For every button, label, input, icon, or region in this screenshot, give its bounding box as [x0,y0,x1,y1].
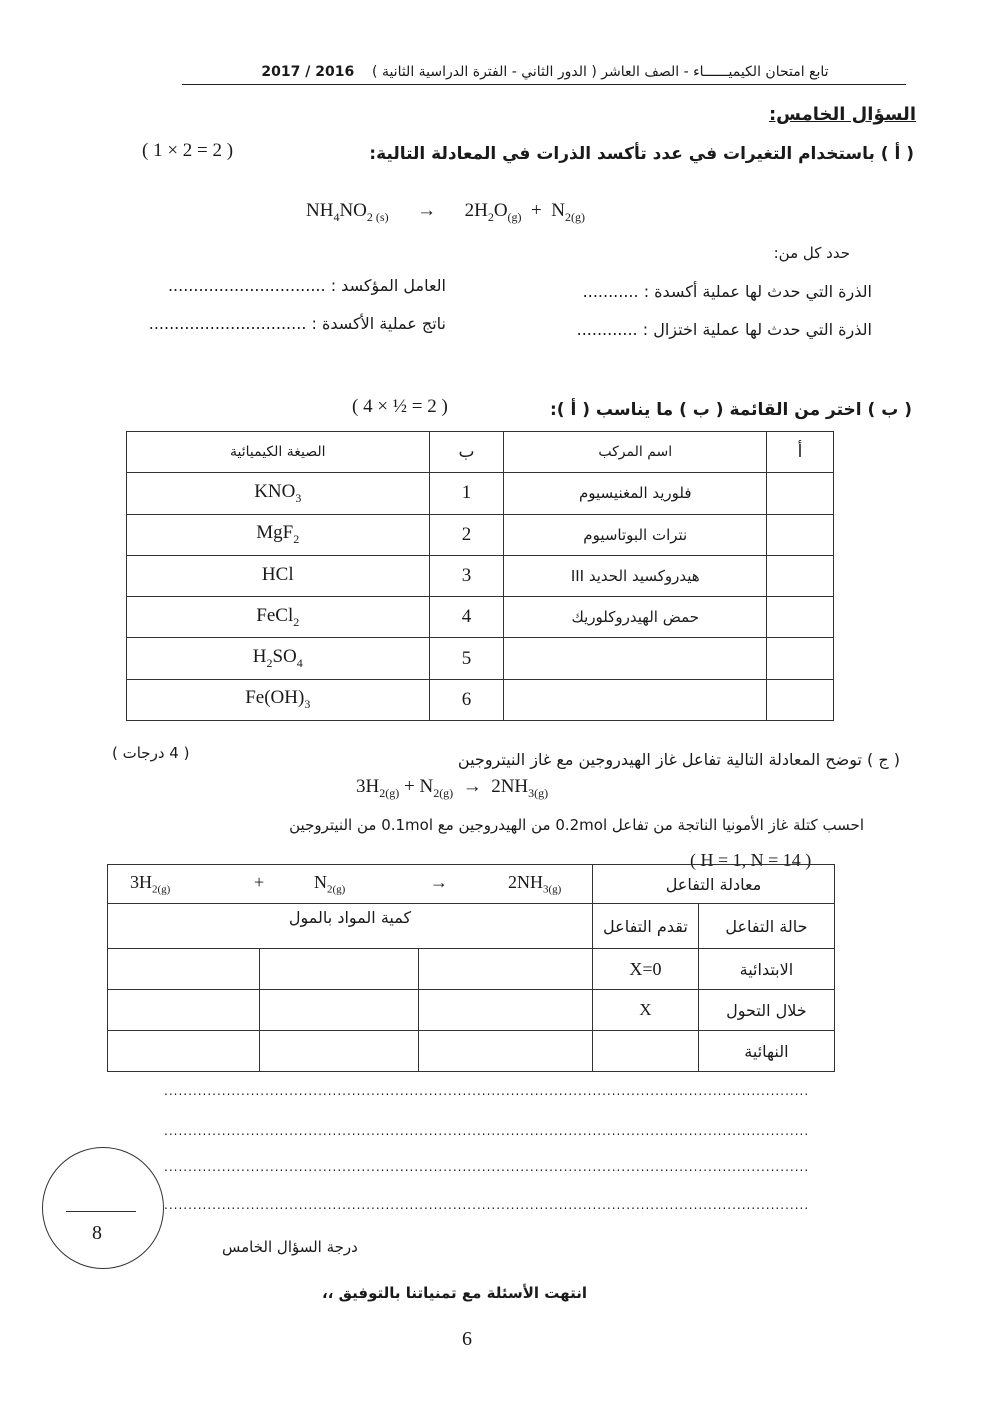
amount-cell[interactable] [108,1031,260,1072]
table-row [127,514,834,555]
part-c-question: احسب كتلة غاز الأمونيا الناتجة من تفاعل 0.2mol من الهيدروجين مع 0.1mol من النيتروجين [289,816,864,834]
ice-equation-cell: $3H_{2(g)}$ + $N_{2(g)}$ → $2NH_{3(g)}$ [108,865,593,904]
answer-line[interactable]: ...................................................................................................................................... [164,1160,810,1174]
name-cell: حمض الهيدروكلوريك [504,597,767,638]
score-divider [66,1211,136,1212]
answer-cell[interactable] [767,597,834,638]
atomic-masses: ( H = 1, N = 14 ) [690,850,812,870]
header-title: تابع امتحان الكيميــــــاء - الصف العاشر ( الدور الثاني - الفترة الدراسية الثانية ) [372,64,829,80]
col-b-header: ب [429,432,504,473]
formula-header: الصيغة الكيميائية [127,432,430,473]
reduced-atom-item: الذرة التي حدث لها عملية اختزال : ............ [576,320,872,339]
equation-label: معادلة التفاعل [592,865,834,904]
table-row [108,1031,835,1072]
table-row [127,473,834,514]
part-a-equation: $NH_4NO_{2 (s)}$ → $2H_2O_{(g)} + N_{2(g)}$ [306,200,585,224]
amount-cell[interactable] [418,949,592,990]
score-max: 8 [92,1222,102,1244]
amount-cell[interactable] [108,949,260,990]
answer-blank[interactable]: ............ [576,320,638,339]
table-row [108,949,835,990]
number-cell: 6 [429,679,504,720]
amount-cell[interactable] [418,990,592,1031]
part-b-marks: ( 4 × ½ = 2 ) [352,396,448,417]
answer-cell[interactable] [767,679,834,720]
table-row [127,555,834,596]
oxidation-product-item: ناتج عملية الأكسدة : ............................... [148,314,446,333]
state-cell: النهائية [698,1031,834,1072]
name-cell: فلوريد المغنيسيوم [504,473,767,514]
progress-cell [592,1031,698,1072]
table-row [127,597,834,638]
state-cell: خلال التحول [698,990,834,1031]
part-a-label: ( أ ) باستخدام التغيرات في عدد تأكسد الذرات في المعادلة التالية: [369,144,914,164]
ice-table [107,864,835,1072]
amount-cell[interactable] [108,990,260,1031]
score-circle[interactable] [42,1147,164,1269]
answer-blank[interactable]: ............................... [167,276,326,295]
name-cell: هيدروكسيد الحديد III [504,555,767,596]
answer-blank[interactable]: ........... [582,282,639,301]
formula-cell: $H_2SO_4$ [127,638,430,679]
progress-cell: X=0 [592,949,698,990]
state-label: حالة التفاعل [698,904,834,949]
answer-cell[interactable] [767,514,834,555]
state-cell: الابتدائية [698,949,834,990]
score-label: درجة السؤال الخامس [222,1238,358,1256]
formula-cell: MgF$_2$ [127,514,430,555]
formula-cell: HCl [127,555,430,596]
number-cell: 3 [429,555,504,596]
number-cell: 2 [429,514,504,555]
amount-label: كمية المواد بالمول [108,904,593,949]
name-header: اسم المركب [504,432,767,473]
amount-cell[interactable] [260,1031,418,1072]
amount-cell[interactable] [260,990,418,1031]
formula-cell: $Fe(OH)_3$ [127,679,430,720]
table-row [127,638,834,679]
progress-cell: X [592,990,698,1031]
answer-line[interactable]: ...................................................................................................................................... [164,1084,810,1098]
progress-label: تقدم التفاعل [592,904,698,949]
amount-cell[interactable] [260,949,418,990]
number-cell: 5 [429,638,504,679]
part-a-prompt: حدد كل من: [773,244,850,262]
matching-table [126,431,834,721]
page-header [180,64,910,80]
closing-note: انتهت الأسئلة مع تمنياتنا بالتوفيق ،، [322,1284,587,1302]
oxidized-atom-item: الذرة التي حدث لها عملية أكسدة : ........... [582,282,872,301]
name-cell [504,638,767,679]
name-cell [504,679,767,720]
page-number: 6 [462,1328,472,1350]
table-row [108,990,835,1031]
table-header-row [127,432,834,473]
part-b-label: ( ب ) اختر من القائمة ( ب ) ما يناسب ( أ ): [549,400,912,420]
answer-cell[interactable] [767,555,834,596]
answer-line[interactable]: ...................................................................................................................................... [164,1198,810,1212]
table-row [127,679,834,720]
part-c-label: ( ج ) توضح المعادلة التالية تفاعل غاز الهيدروجين مع غاز النيتروجين [457,750,900,769]
answer-cell[interactable] [767,638,834,679]
part-c-marks: ( 4 درجات ) [112,744,190,762]
oxidizing-agent-item: العامل المؤكسد : ............................... [167,276,446,295]
part-a-marks: ( 1 × 2 = 2 ) [142,140,234,161]
answer-blank[interactable]: ............................... [148,314,307,333]
header-row [108,904,835,949]
header-divider [182,84,906,85]
answer-cell[interactable] [767,473,834,514]
amount-cell[interactable] [418,1031,592,1072]
part-c-equation: $3H_{2(g)} + N_{2(g)} \to 2NH_{3(g)}$ [356,776,549,800]
col-a-header: أ [767,432,834,473]
number-cell: 4 [429,597,504,638]
name-cell: نترات البوتاسيوم [504,514,767,555]
formula-cell: FeCl$_2$ [127,597,430,638]
formula-cell: $KNO_3$ [127,473,430,514]
question-title: السؤال الخامس: [768,104,916,125]
header-year: 2017 / 2016 [261,64,355,80]
equation-row [108,865,835,904]
number-cell: 1 [429,473,504,514]
answer-line[interactable]: ...................................................................................................................................... [164,1124,810,1138]
